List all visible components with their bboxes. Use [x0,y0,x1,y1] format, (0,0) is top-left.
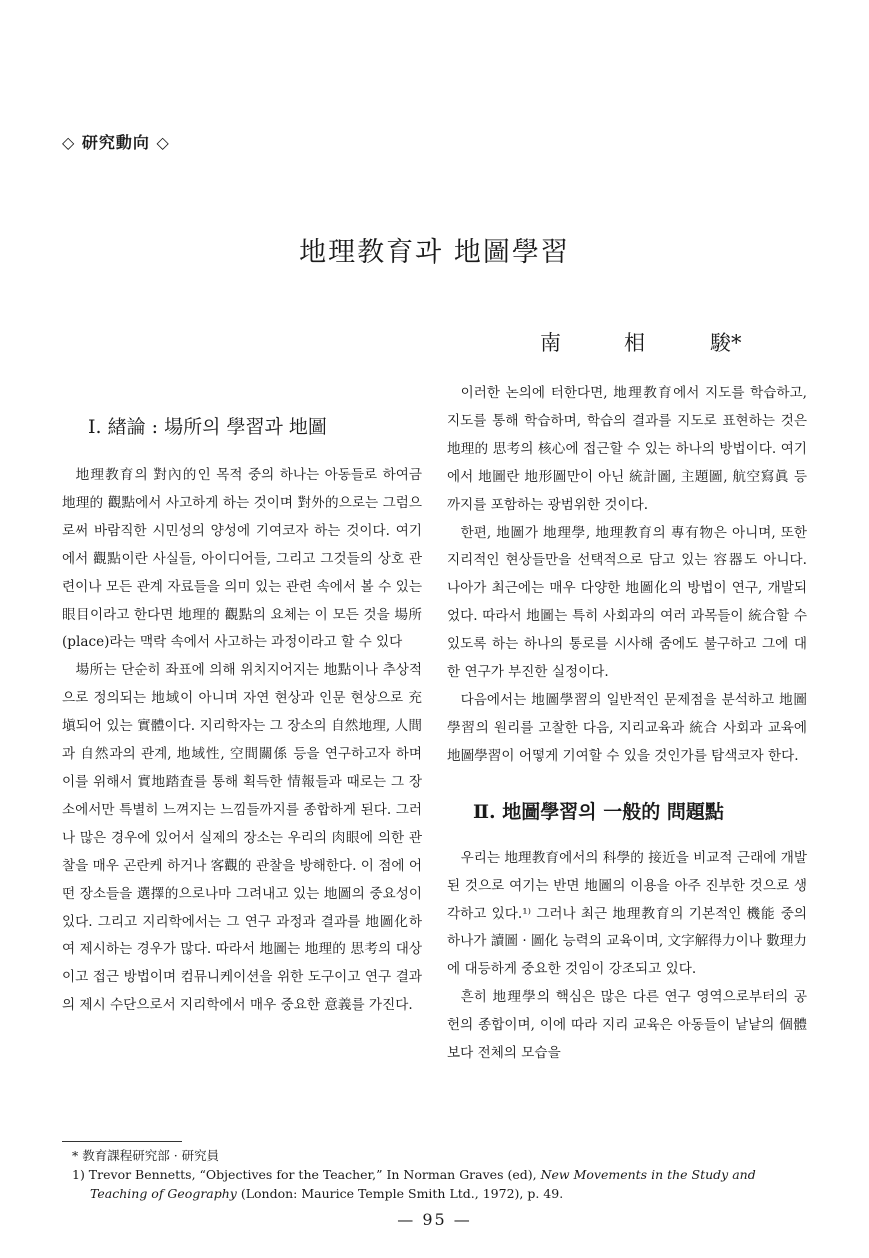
article-title: 地理教育과 地圖學習 [299,237,570,268]
paragraph: 우리는 地理教育에서의 科學的 接近을 비교적 근래에 개발된 것으로 여기는 반면 地圖의 이용을 아주 진부한 것으로 생각하고 있다.¹⁾ 그러나 최근 地理教育의 기본적인 機能 중의 하나가 讀圖 · 圖化 능력의 교육이며, 文字解得力이나 數理力에 대등하게 중요한 것임이 강조되고 있다. [447,849,807,978]
right-column [447,380,807,1068]
author-name-part: 南 [540,331,561,355]
paragraph: 다음에서는 地圖學習의 일반적인 문제점을 분석하고 地圖學習의 원리를 고찰한 다음, 지리교육과 統合 사회과 교육에 地圖學習이 어떻게 기여할 수 있을 것인가를 탐색코자 한다. [447,691,807,764]
paragraph: 場所는 단순히 좌표에 의해 위치지어지는 地點이나 추상적으로 정의되는 地域이 아니며 자연 현상과 인문 현상으로 充塡되어 있는 實體이다. 지리학자는 그 장소의 自然地理, 人間과 自然과의 관계, 地域性, 空間關係 등을 연구하고자 하며 이를 위해서 實地踏査를 통해 획득한 情報들과 때로는 그 장소에서만 특별히 느껴지는 느낌들까지를 종합하게 된다. 그러나 많은 경우에 있어서 실제의 장소는 우리의 肉眼에 의한 관찰을 매우 곤란케 하거나 客觀的 관찰을 방해한다. 이 점에 어떤 장소들을 選擇的으로나마 그려내고 있는 地圖의 중요성이 있다. 그리고 지리학에서는 그 연구 과정과 결과를 地圖化하여 제시하는 경우가 많다. 따라서 地圖는 地理的 思考의 대상이고 접근 방법이며 컴뮤니케이션을 위한 도구이고 연구 결과의 제시 수단으로서 지리학에서 매우 중요한 意義를 가진다. [62,662,422,1014]
reference-note [72,1165,812,1203]
author-name-part: 相 [624,331,645,355]
author-name-part: 駿* [710,331,742,355]
left-column [62,380,422,1020]
paragraph: 한편, 地圖가 地理學, 地理教育의 專有物은 아니며, 또한 지리적인 현상들만을 선택적으로 담고 있는 容器도 아니다. 나아가 최근에는 매우 다양한 地圖化의 방법이 연구, 개발되었다. 따라서 地圖는 특히 사회과의 여러 과목들이 統合할 수 있도록 하는 하나의 통로를 시사해 줌에도 불구하고 그에 대한 연구가 부진한 실정이다. [447,524,807,681]
section-tag: ◇ 研究動向 ◇ [62,133,170,152]
paragraph: 이러한 논의에 터한다면, 地理教育에서 지도를 학습하고, 지도를 통해 학습하며, 학습의 결과를 지도로 표현하는 것은 地理的 思考의 核心에 접근할 수 있는 하나의 방법이다. 여기에서 地圖란 地形圖만이 아닌 統計圖, 主題圖, 航空寫眞 등까지를 포함하는 광범위한 것이다. [447,385,807,513]
page-number: — 95 — [397,1210,472,1229]
footnote-divider [62,1141,182,1142]
reference-suffix: (London: Maurice Temple Smith Ltd., 1972), p. 49. [236,1186,564,1201]
reference-prefix: 1) Trevor Bennetts, “Objectives for the Teacher,” In Norman Graves (ed), [72,1167,541,1182]
paragraph: 地理教育의 對內的인 목적 중의 하나는 아동들로 하여금 地理的 觀點에서 사고하게 하는 것이며 對外的으로는 그럼으로써 바람직한 시민성의 양성에 기여코자 하는 것이다. 여기에서 觀點이란 사실들, 아이디어들, 그리고 그것들의 상호 관련이나 모든 관계 자료들을 의미 있는 관련 속에서 볼 수 있는 眼目이라고 한다면 地理的 觀點의 요체는 이 모든 것을 場所(place)라는 맥락 속에서 사고하는 과정이라고 할 수 있다 [62,467,422,651]
reference-title: New Movements in the Study and Teaching of Geography [90,1167,756,1201]
author-name [540,327,790,357]
section-heading-1: Ⅰ. 緖論 : 場所의 學習과 地圖 [88,416,327,438]
paragraph: 흔히 地理學의 핵심은 많은 다른 연구 영역으로부터의 공헌의 종합이며, 이에 따라 지리 교육은 아동들이 낱낱의 個體보다 전체의 모습을 [447,989,807,1062]
author-affiliation-note: * 教育課程研究部 · 研究員 [72,1148,220,1163]
section-heading-2: Ⅱ. 地圖學習의 一般的 問題點 [473,800,724,823]
footnotes [72,1146,812,1203]
